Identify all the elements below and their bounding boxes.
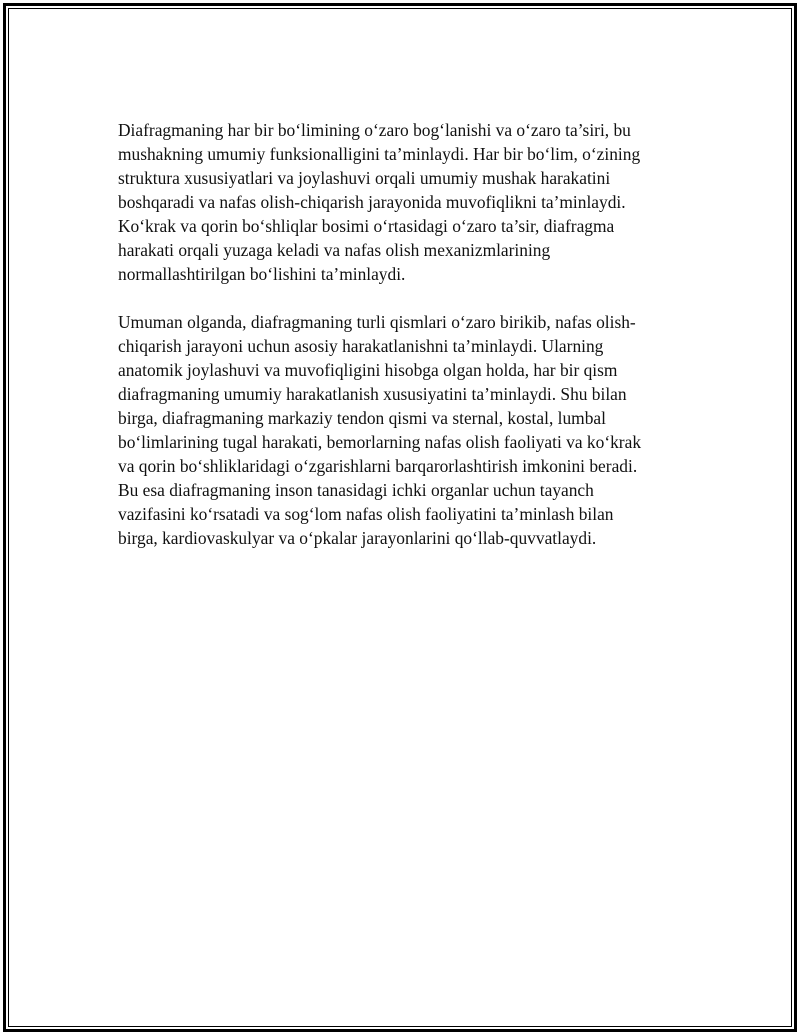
- paragraph-1: Diafragmaning har bir bo‘limining o‘zaro bog‘lanishi va o‘zaro ta’siri, bu mushakning umumiy funksionalligini ta’minlaydi. Har bir bo‘lim, o‘zining struktura xususiyatlari va joylashuvi orqali umumiy mushak harakatini boshqaradi va nafas olish-chiqarish jarayonida muvofiqlikni ta’minlaydi. Ko‘krak va qorin bo‘shliqlar bosimi o‘rtasidagi o‘zaro ta’sir, diafragma harakati orqali yuzaga keladi va nafas olish mexanizmlarining normallashtirilgan bo‘lishini ta’minlaydi.: [118, 120, 641, 284]
- document-body: [118, 118, 678, 574]
- paragraph-2: Umuman olganda, diafragmaning turli qismlari o‘zaro birikib, nafas olish- chiqarish jarayoni uchun asosiy harakatlanishni ta’minlaydi. Ularning anatomik joylashuvi va muvofiqligini hisobga olgan holda, har bir qism diafragmaning umumiy harakatlanish xususiyatini ta’minlaydi. Shu bilan birga, diafragmaning markaziy tendon qismi va sternal, kostal, lumbal bo‘limlarining tugal harakati, bemorlarning nafas olish faoliyati va ko‘krak va qorin bo‘shliklaridagi o‘zgarishlarni barqarorlashtirish imkonini beradi. Bu esa diafragmaning inson tanasidagi ichki organlar uchun tayanch vazifasini ko‘rsatadi va sog‘lom nafas olish faoliyatini ta’minlash bilan birga, kardiovaskulyar va o‘pkalar jarayonlarini qo‘llab-quvvatlaydi.: [118, 312, 642, 548]
